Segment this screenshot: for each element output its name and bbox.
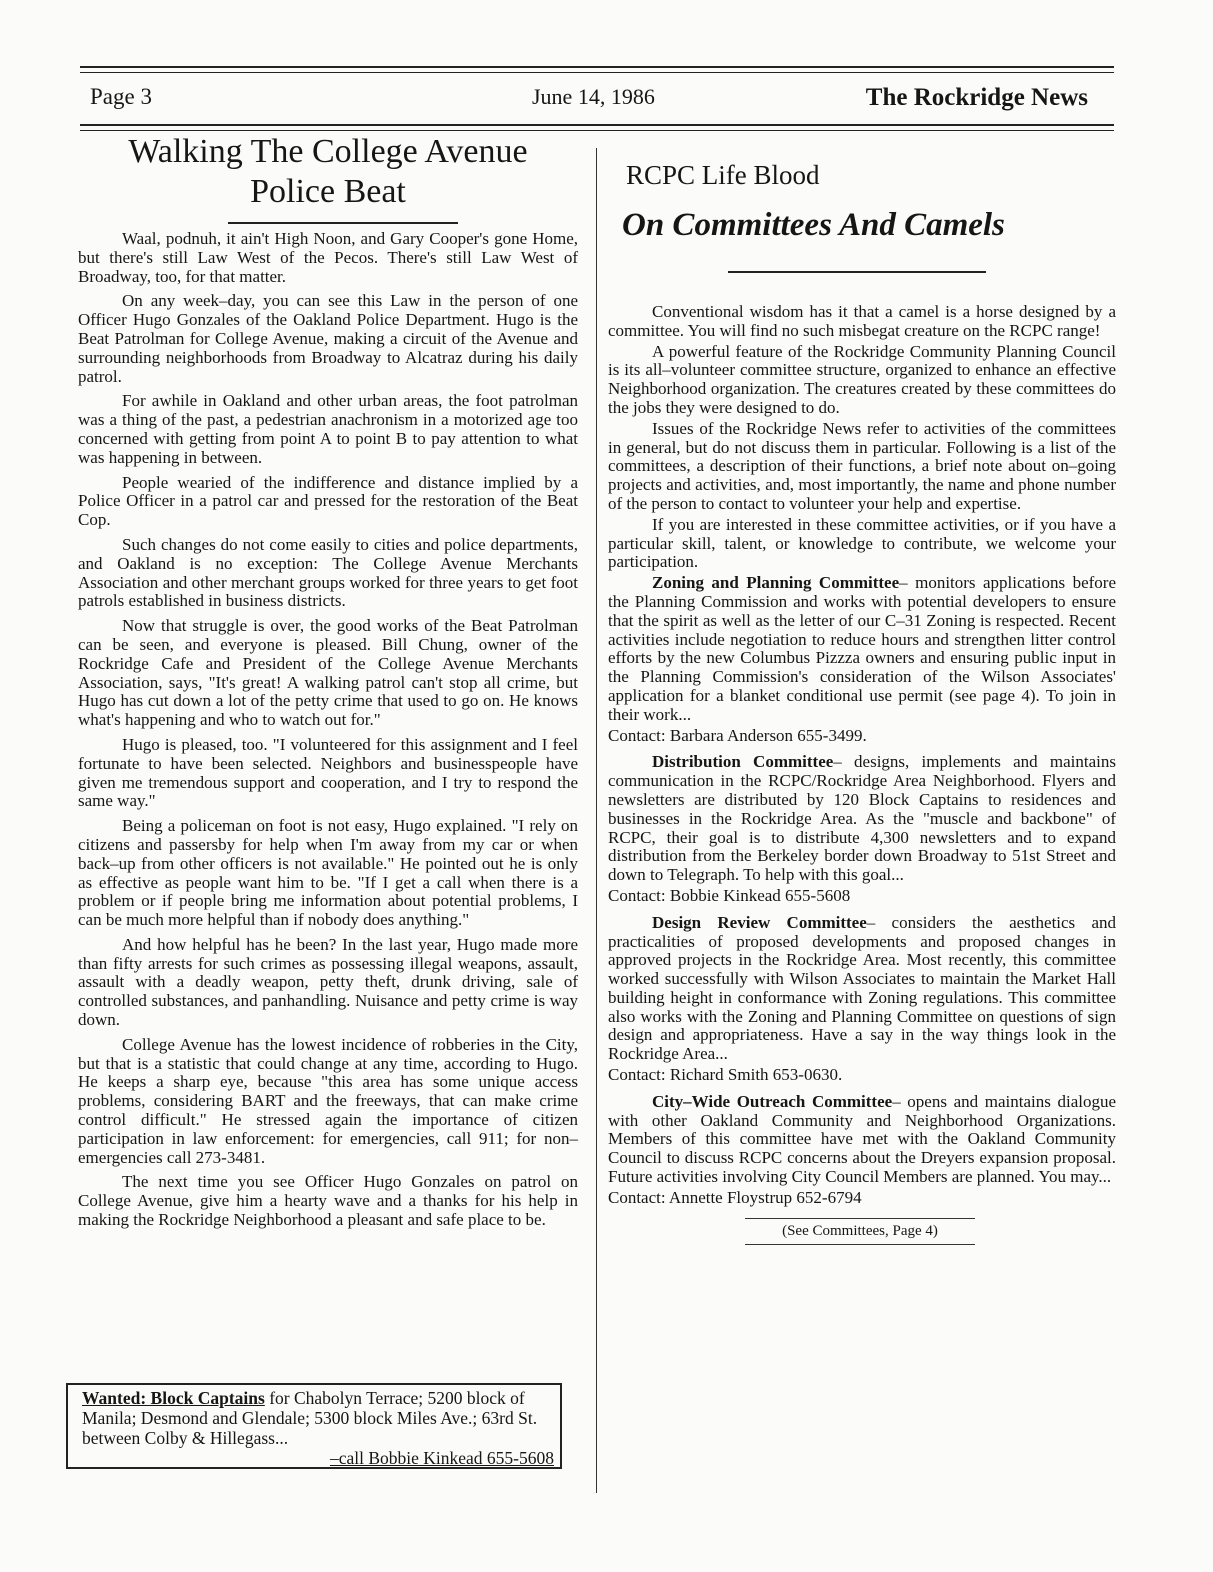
- title-rule: [228, 222, 458, 224]
- committee-text: – considers the aesthetics and practicalities of proposed developments and proposed changes in approved projects in the Rockridge Area. Most recently, this committee worked successfully with Wilson Associates to maintain the Market Hall building height in conformance with Zoning regulations. This committee also works with the Zoning and Planning Committee on questions of sign design and appropriateness. Have a say in the way things look in the Rockridge Area...: [608, 912, 1116, 1064]
- wanted-text: [82, 1388, 560, 1468]
- paragraph: The next time you see Officer Hugo Gonzales on patrol on College Avenue, give him a hearty wave and a thanks for his help in making the Rockridge Neighborhood a pleasant and safe place to be.: [78, 1172, 578, 1230]
- masthead: [80, 84, 1114, 122]
- paragraph: And how helpful has he been? In the last year, Hugo made more than fifty arrests for such crimes as possessing illegal weapons, assault, assault with a deadly weapon, petty theft, drunk driving, sale of controlled substances, and panhandling. Nuisance and petty crime is way down.: [78, 934, 578, 1030]
- page-number: Page 3: [90, 84, 152, 109]
- article-kicker: RCPC Life Blood: [626, 160, 820, 190]
- committee-contact: Contact: Annette Floystrup 652-6794: [608, 1187, 862, 1207]
- paragraph: If you are interested in these committee activities, or if you have a particular skill, talent, or knowledge to contribute, we welcome your participation.: [608, 514, 1116, 572]
- paragraph: A powerful feature of the Rockridge Community Planning Council is its all–volunteer committee structure, organized to enhance an effective Neighborhood organization. The creatures created by these committees do the jobs they were designed to do.: [608, 341, 1116, 417]
- paragraph: Now that struggle is over, the good works of the Beat Patrolman can be seen, and everyone is pleased. Bill Chung, owner of the Rockridge Cafe and President of the College Avenue Merchants Association, says, "It's great! A walking patrol can't stop all crime, but Hugo has cut down a lot of the petty crime that used to go on. He knows what's happening and who to watch out for.": [78, 616, 578, 730]
- paragraph: Being a policeman on foot is not easy, Hugo explained. "I rely on citizens and passersby for help when I'm away from my car or when back–up from other officers is not available." He pointed out he is only as effective as people want him to be. "If I get a call when there is a problem or if people bring me information about potential problems, I can be much more helpful than if nobody does anything.": [78, 816, 578, 930]
- top-rule: [80, 66, 1114, 68]
- committee-name: Design Review Committee: [652, 912, 867, 932]
- right-column: [608, 132, 1116, 1245]
- committee-contact: Contact: Barbara Anderson 655-3499.: [608, 725, 867, 745]
- issue-date: June 14, 1986: [532, 84, 655, 109]
- committee-contact: Contact: Richard Smith 653-0630.: [608, 1065, 843, 1085]
- paragraph: Waal, podnuh, it ain't High Noon, and Gary Cooper's gone Home, but there's still Law West of the Pecos. There's still Law West of Broadway, too, for that matter.: [78, 229, 578, 286]
- article-body: [78, 230, 578, 1230]
- paragraph: On any week–day, you can see this Law in the person of one Officer Hugo Gonzales of the Oakland Police Department. Hugo is the Beat Patrolman for College Avenue, making a circuit of the Avenue and surrounding neighborhoods from Broadway to Alcatraz during his daily patrol.: [78, 291, 578, 386]
- paragraph: Conventional wisdom has it that a camel is a horse designed by a committee. You will find no such misbegat creature on the RCPC range!: [608, 302, 1116, 340]
- committee-text: – designs, implements and maintains communication in the RCPC/Rockridge Area Neighborhood. Flyers and newsletters are distributed by 120 Block Captains to residences and businesses in the Rockridge Area. As the "muscle and backbone" of RCPC, their goal is to distribute 4,300 newsletters and to expand distribution from the Berkeley border down Broadway to 51st Street and down to Telegraph. To help with this goal...: [608, 752, 1116, 885]
- wanted-label: Wanted: Block Captains: [82, 1388, 265, 1408]
- committee-name: Distribution Committee: [652, 752, 834, 772]
- committee-paragraph: [608, 914, 1116, 1064]
- committee-paragraph: [608, 1093, 1116, 1187]
- wanted-body: for Chabolyn Terrace; 5200 block of Manila; Desmond and Glendale; 5300 block Miles Ave.; 63rd St. between Colby & Hillegass...: [82, 1388, 538, 1448]
- wanted-call: –call Bobbie Kinkead 655-5608: [329, 1448, 554, 1468]
- paragraph: Issues of the Rockridge News refer to activities of the committees in general, but do not discuss them in particular. Following is a list of the committees, a description of their functions, a brief note about on–going projects and activities, and, most importantly, the name and phone number of the person to contact to volunteer your help and expertise.: [608, 418, 1116, 513]
- committee-name: Zoning and Planning Committee: [652, 573, 900, 593]
- committee-text: – monitors applications before the Planning Commission and works with potential developers to ensure that the spirit as well as the letter of our C–31 Zoning is respected. Recent activities include negotiation to reduce hours and strengthen litter control efforts by the new Columbus Pizzza owners and ensuring public input in the Planning Commission's consideration of the Wilson Associates' application for a blanket conditional use permit (see page 4). To join in their work...: [608, 573, 1116, 724]
- article-title: On Committees And Camels: [622, 207, 1005, 243]
- wanted-box: [66, 1383, 562, 1469]
- committee-paragraph: [608, 574, 1116, 724]
- paragraph: For awhile in Oakland and other urban areas, the foot patrolman was a thing of the past, a pedestrian anachronism in a motorized age too concerned with getting from point A to point B to pay attention to what was happening in between.: [78, 391, 578, 467]
- article-title: Walking The College Avenue Police Beat: [128, 133, 528, 210]
- committee-text: – opens and maintains dialogue with other Oakland Community and Neighborhood Organizations. Members of this committee have met with the Oakland Community Council to discuss RCPC concerns about the Dreyers expansion proposal. Future activities involving City Council Members are planned. You may...: [608, 1091, 1117, 1187]
- paragraph: Hugo is pleased, too. "I volunteered for this assignment and I feel fortunate to have been selected. Neighbors and businesspeople have given me tremendous support and cooperation, and I try to respond the same way.": [78, 734, 578, 811]
- masthead-rule: [80, 124, 1114, 126]
- continued-note: (See Committees, Page 4): [745, 1218, 975, 1245]
- committee-contact: Contact: Bobbie Kinkead 655-5608: [608, 885, 851, 905]
- top-rule-thin: [80, 72, 1114, 73]
- paragraph: College Avenue has the lowest incidence of robberies in the City, but that is a statistic that could change at any time, according to Hugo. He keeps a sharp eye, because "this area has some unique access problems, considering BART and the freeways, that can make crime control difficult." He stressed again the importance of citizen participation in law enforcement: for emergencies, call 911; for non–emergencies call 273-3481.: [78, 1034, 578, 1167]
- left-column: [78, 132, 578, 1236]
- column-divider: [596, 148, 597, 1493]
- article-body: [608, 303, 1116, 1208]
- paragraph: People wearied of the indifference and distance implied by a Police Officer in a patrol car and pressed for the restoration of the Beat Cop.: [78, 472, 578, 530]
- masthead-rule-thin: [80, 130, 1114, 131]
- paragraph: Such changes do not come easily to cities and police departments, and Oakland is no exception: The College Avenue Merchants Association and other merchant groups worked for three years to get foot patrols established in business districts.: [78, 534, 578, 611]
- newspaper-name: The Rockridge News: [865, 84, 1088, 111]
- title-rule: [728, 271, 986, 273]
- committee-paragraph: [608, 753, 1116, 885]
- committee-name: City–Wide Outreach Committee: [652, 1091, 893, 1111]
